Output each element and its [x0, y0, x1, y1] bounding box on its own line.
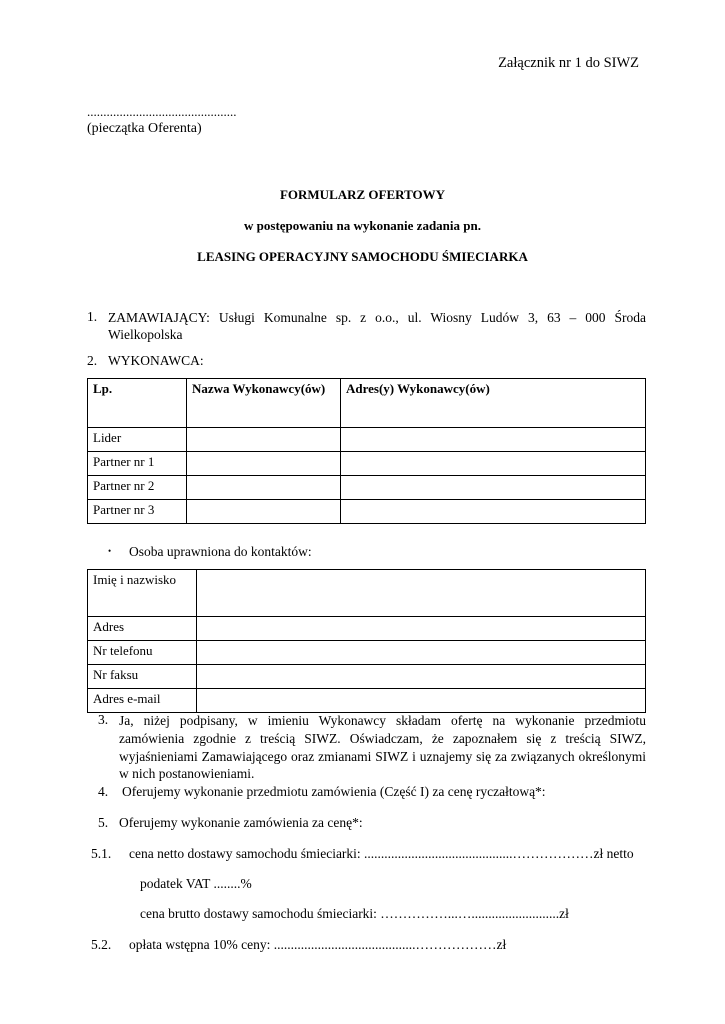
net-price-line: cena netto dostawy samochodu śmieciarki: ............................................………………zł netto — [129, 846, 634, 861]
section-4-text: Oferujemy wykonanie przedmiotu zamówienia (Część I) za cenę ryczałtową*: — [122, 784, 546, 799]
section-3-line-3: wyjaśnieniami Zamawiającego oraz zmianami SIWZ i uznajemy się za związanych określonymi — [119, 749, 646, 764]
row-label: Lider — [88, 428, 187, 452]
contact-label: Osoba uprawniona do kontaktów: — [129, 544, 312, 559]
name-cell[interactable] — [187, 452, 341, 476]
header-lp: Lp. — [88, 379, 187, 428]
section-3-line-4: w nich postanowieniami. — [119, 766, 255, 781]
address-cell[interactable] — [341, 500, 646, 524]
gross-price-line: cena brutto dostawy samochodu śmieciarki: ……………...…..........................zł — [140, 906, 569, 921]
row-label: Imię i nazwisko — [88, 570, 197, 617]
value-cell[interactable] — [197, 689, 646, 713]
name-cell[interactable] — [187, 428, 341, 452]
name-cell[interactable] — [187, 476, 341, 500]
section-5-1-number: 5.1. — [91, 846, 112, 861]
table-row — [88, 641, 646, 665]
section-2-number: 2. — [87, 353, 98, 368]
section-3-number: 3. — [98, 712, 109, 727]
form-title: FORMULARZ OFERTOWY — [279, 187, 446, 202]
vat-line: podatek VAT ........% — [140, 876, 252, 891]
row-label: Adres e-mail — [88, 689, 197, 713]
table-row — [88, 428, 646, 452]
table-row — [88, 500, 646, 524]
section-5-number: 5. — [98, 815, 109, 830]
table-row — [88, 476, 646, 500]
section-1-number: 1. — [87, 309, 98, 324]
address-cell[interactable] — [341, 452, 646, 476]
header-address: Adres(y) Wykonawcy(ów) — [341, 379, 646, 428]
contact-table — [87, 569, 646, 713]
name-cell[interactable] — [187, 500, 341, 524]
table-row — [88, 689, 646, 713]
row-label: Partner nr 3 — [88, 500, 187, 524]
task-title: LEASING OPERACYJNY SAMOCHODU ŚMIECIARKA — [197, 249, 528, 264]
section-1-line-2: Wielkopolska — [108, 327, 183, 342]
section-2-label: WYKONAWCA: — [108, 353, 204, 368]
section-3-line-1: Ja, niżej podpisany, w imieniu Wykonawcy składam ofertę na wykonanie przedmiotu — [119, 713, 646, 728]
value-cell[interactable] — [197, 641, 646, 665]
table-row — [88, 617, 646, 641]
table-row — [88, 570, 646, 617]
value-cell[interactable] — [197, 570, 646, 617]
section-1-line-1: ZAMAWIAJĄCY: Usługi Komunalne sp. z o.o., ul. Wiosny Ludów 3, 63 – 000 Środa — [108, 310, 646, 325]
value-cell[interactable] — [197, 665, 646, 689]
row-label: Nr telefonu — [88, 641, 197, 665]
header-name: Nazwa Wykonawcy(ów) — [187, 379, 341, 428]
address-cell[interactable] — [341, 428, 646, 452]
stamp-dotted-line: .............................................. — [87, 104, 237, 119]
attachment-label: Załącznik nr 1 do SIWZ — [498, 55, 639, 71]
row-label: Partner nr 2 — [88, 476, 187, 500]
row-label: Partner nr 1 — [88, 452, 187, 476]
address-cell[interactable] — [341, 476, 646, 500]
row-label: Nr faksu — [88, 665, 197, 689]
contractor-table — [87, 378, 646, 524]
section-3-line-2: zamówienia zgodnie z treścią SIWZ. Oświadczam, że zapoznałem się z treścią SIWZ, — [119, 731, 646, 746]
section-5-2-number: 5.2. — [91, 937, 112, 952]
procedure-subtitle: w postępowaniu na wykonanie zadania pn. — [244, 218, 481, 233]
section-4-number: 4. — [98, 784, 109, 799]
row-label: Adres — [88, 617, 197, 641]
bullet-icon: • — [108, 546, 112, 556]
value-cell[interactable] — [197, 617, 646, 641]
contractor-table-header — [88, 379, 646, 428]
section-5-text: Oferujemy wykonanie zamówienia za cenę*: — [119, 815, 363, 830]
table-row — [88, 452, 646, 476]
stamp-label: (pieczątka Oferenta) — [87, 121, 202, 136]
table-row — [88, 665, 646, 689]
initial-fee-line: opłata wstępna 10% ceny: ..........................................………………zł — [129, 937, 507, 952]
